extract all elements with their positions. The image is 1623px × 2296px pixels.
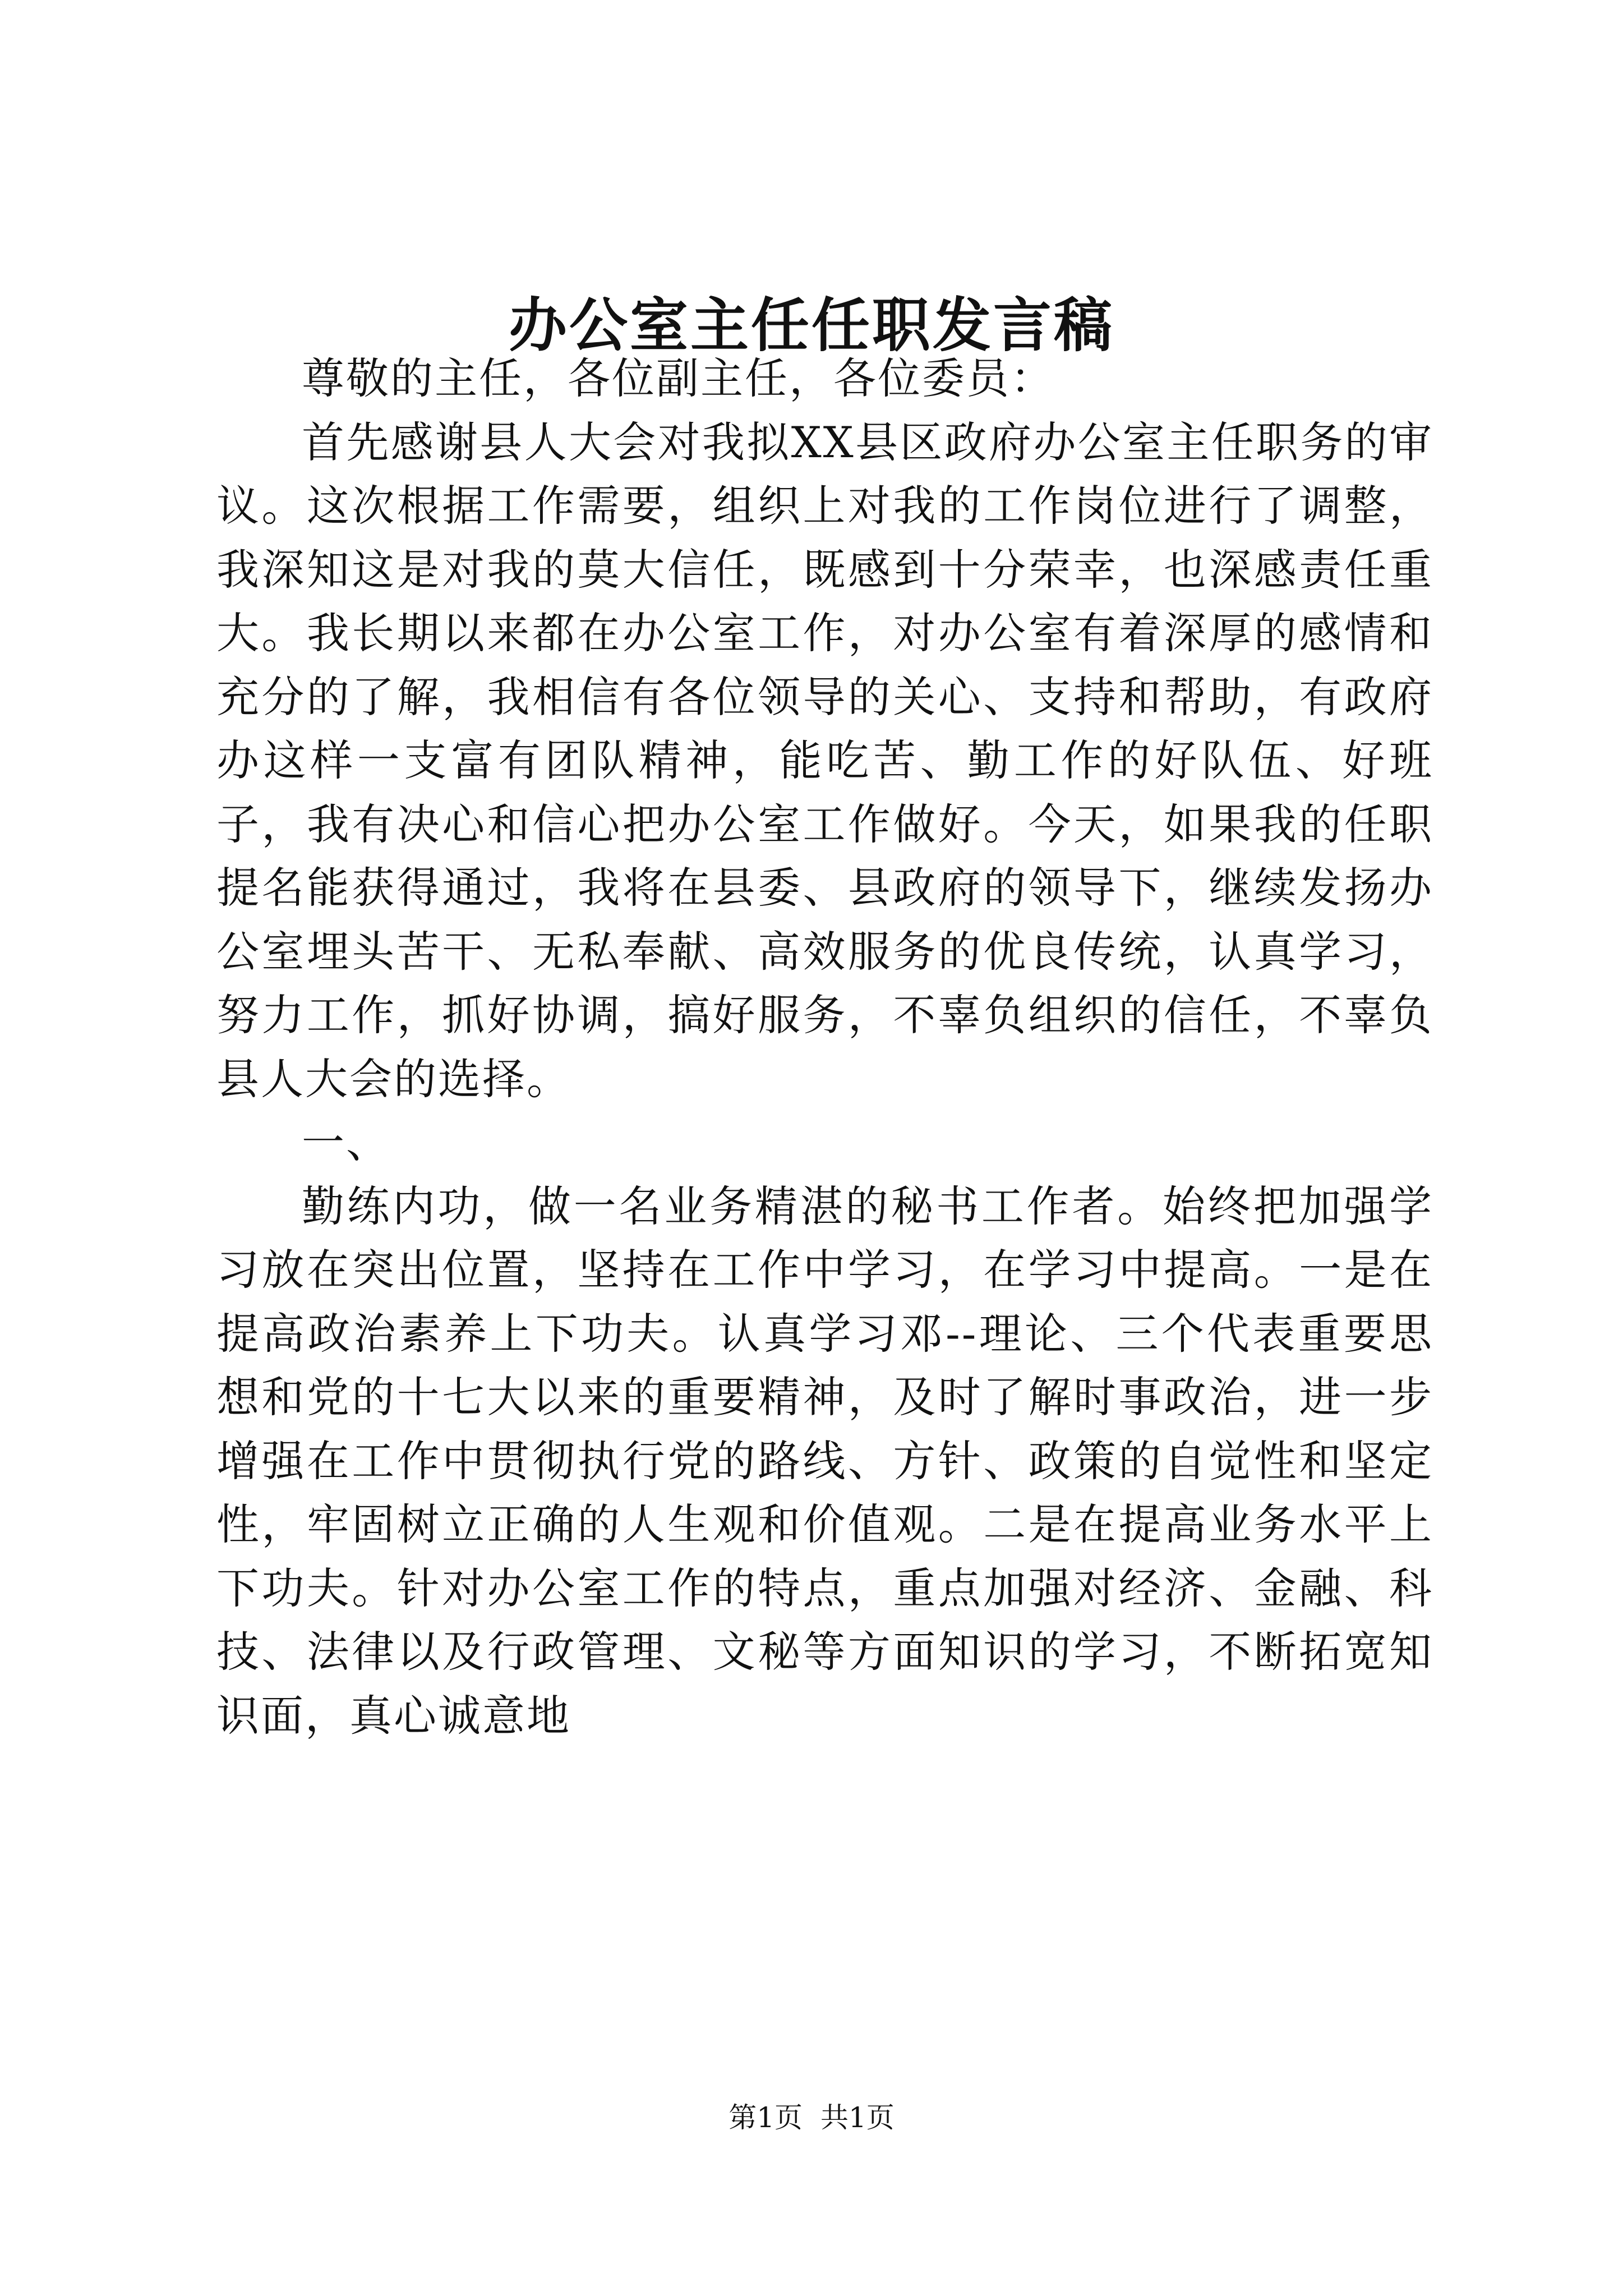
document-body	[216, 347, 1433, 1747]
section-marker: 一、	[302, 1117, 390, 1167]
paragraph-2: 勤练内功，做一名业务精湛的秘书工作者。始终把加强学习放在突出位置，坚持在工作中学习，在学习中提高。一是在提高政治素养上下功夫。认真学习邓--理论、三个代表重要思想和党的十七大以来的重要精神，及时了解时事政治，进一步增强在工作中贯彻执行党的路线、方针、政策的自觉性和坚定性，牢固树立正确的人生观和价值观。二是在提高业务水平上下功夫。针对办公室工作的特点，重点加强对经济、金融、科技、法律以及行政管理、文秘等方面知识的学习，不断拓宽知识面，真心诚意地	[216, 1181, 1433, 1741]
page-number: 第1页	[728, 2101, 803, 2134]
page-total: 共1页	[820, 2101, 895, 2134]
page-footer	[0, 2101, 1623, 2134]
paragraph-1: 首先感谢县人大会对我拟XX县区政府办公室主任职务的审议。这次根据工作需要，组织上对我的工作岗位进行了调整，我深知这是对我的莫大信任，既感到十分荣幸，也深感责任重大。我长期以来都在办公室工作，对办公室有着深厚的感情和充分的了解，我相信有各位领导的关心、支持和帮助，有政府办这样一支富有团队精神，能吃苦、勤工作的好队伍、好班子，我有决心和信心把办公室工作做好。今天，如果我的任职提名能获得通过，我将在县委、县政府的领导下，继续发扬办公室埋头苦干、无私奉献、高效服务的优良传统，认真学习，努力工作，抓好协调，搞好服务，不辜负组织的信任，不辜负县人大会的选择。	[216, 417, 1433, 1104]
document-title: 办公室主任任职发言稿	[508, 291, 1114, 360]
salutation: 尊敬的主任，各位副主任，各位委员：	[302, 353, 1055, 403]
